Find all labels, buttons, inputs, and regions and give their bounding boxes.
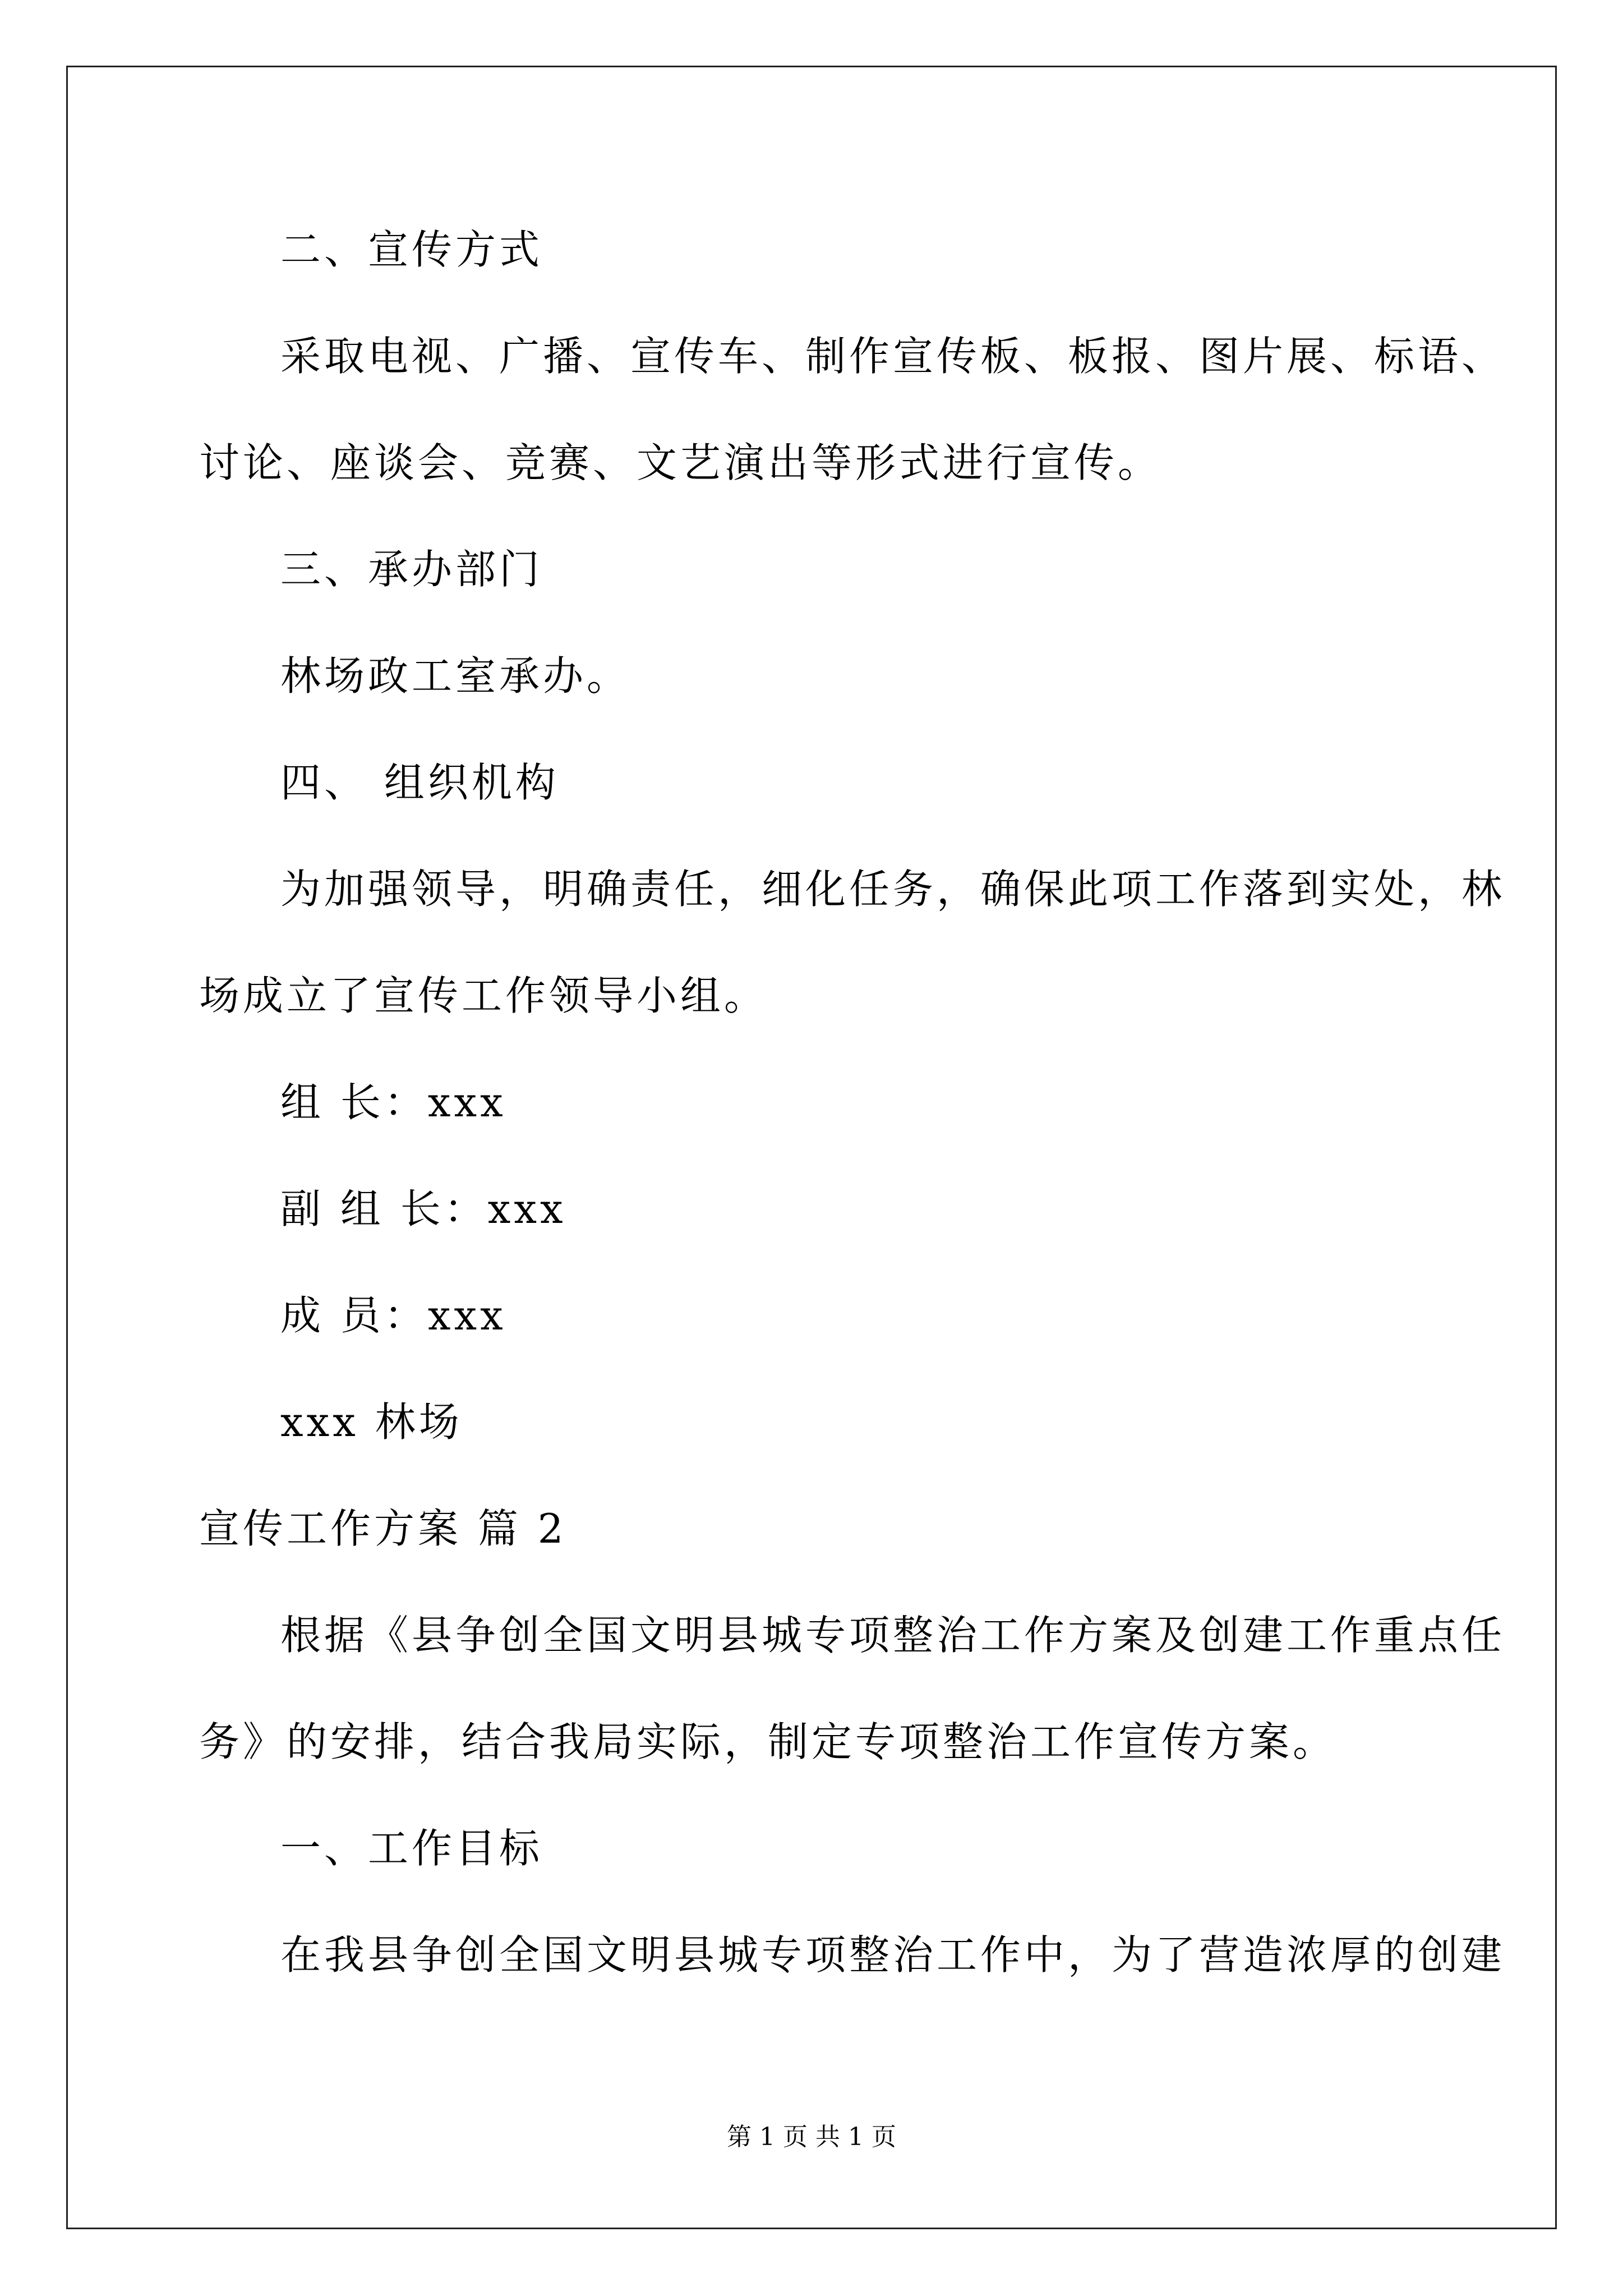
team-leader-line: 组 长：xxx xyxy=(280,1079,506,1126)
paragraph-line: 务》的安排，结合我局实际，制定专项整治工作宣传方案。 xyxy=(199,1718,1337,1765)
page-border xyxy=(66,66,1557,2229)
section-heading-publicity-method: 二、宣传方式 xyxy=(280,226,543,273)
document-subtitle: 宣传工作方案 篇 2 xyxy=(199,1505,567,1552)
members-line: 成 员：xxx xyxy=(280,1292,506,1339)
paragraph-line: 林场政工室承办。 xyxy=(280,652,631,700)
deputy-leader-line: 副 组 长：xxx xyxy=(280,1185,566,1232)
signature-line: xxx 林场 xyxy=(280,1398,463,1446)
paragraph-line: 讨论、座谈会、竞赛、文艺演出等形式进行宣传。 xyxy=(199,439,1162,486)
section-heading-work-goal: 一、工作目标 xyxy=(280,1825,543,1872)
section-heading-organizer: 三、承办部门 xyxy=(280,546,543,593)
paragraph-line: 采取电视、广播、宣传车、制作宣传板、板报、图片展、标语、 xyxy=(280,333,1506,380)
paragraph-line: 为加强领导，明确责任，细化任务，确保此项工作落到实处，林 xyxy=(280,866,1506,913)
section-heading-organization: 四、 组织机构 xyxy=(280,759,559,806)
paragraph-line: 场成立了宣传工作领导小组。 xyxy=(199,972,768,1019)
paragraph-line: 根据《县争创全国文明县城专项整治工作方案及创建工作重点任 xyxy=(280,1612,1506,1659)
paragraph-line: 在我县争创全国文明县城专项整治工作中，为了营造浓厚的创建 xyxy=(280,1931,1506,1978)
page-footer: 第 1 页 共 1 页 xyxy=(727,2123,896,2151)
